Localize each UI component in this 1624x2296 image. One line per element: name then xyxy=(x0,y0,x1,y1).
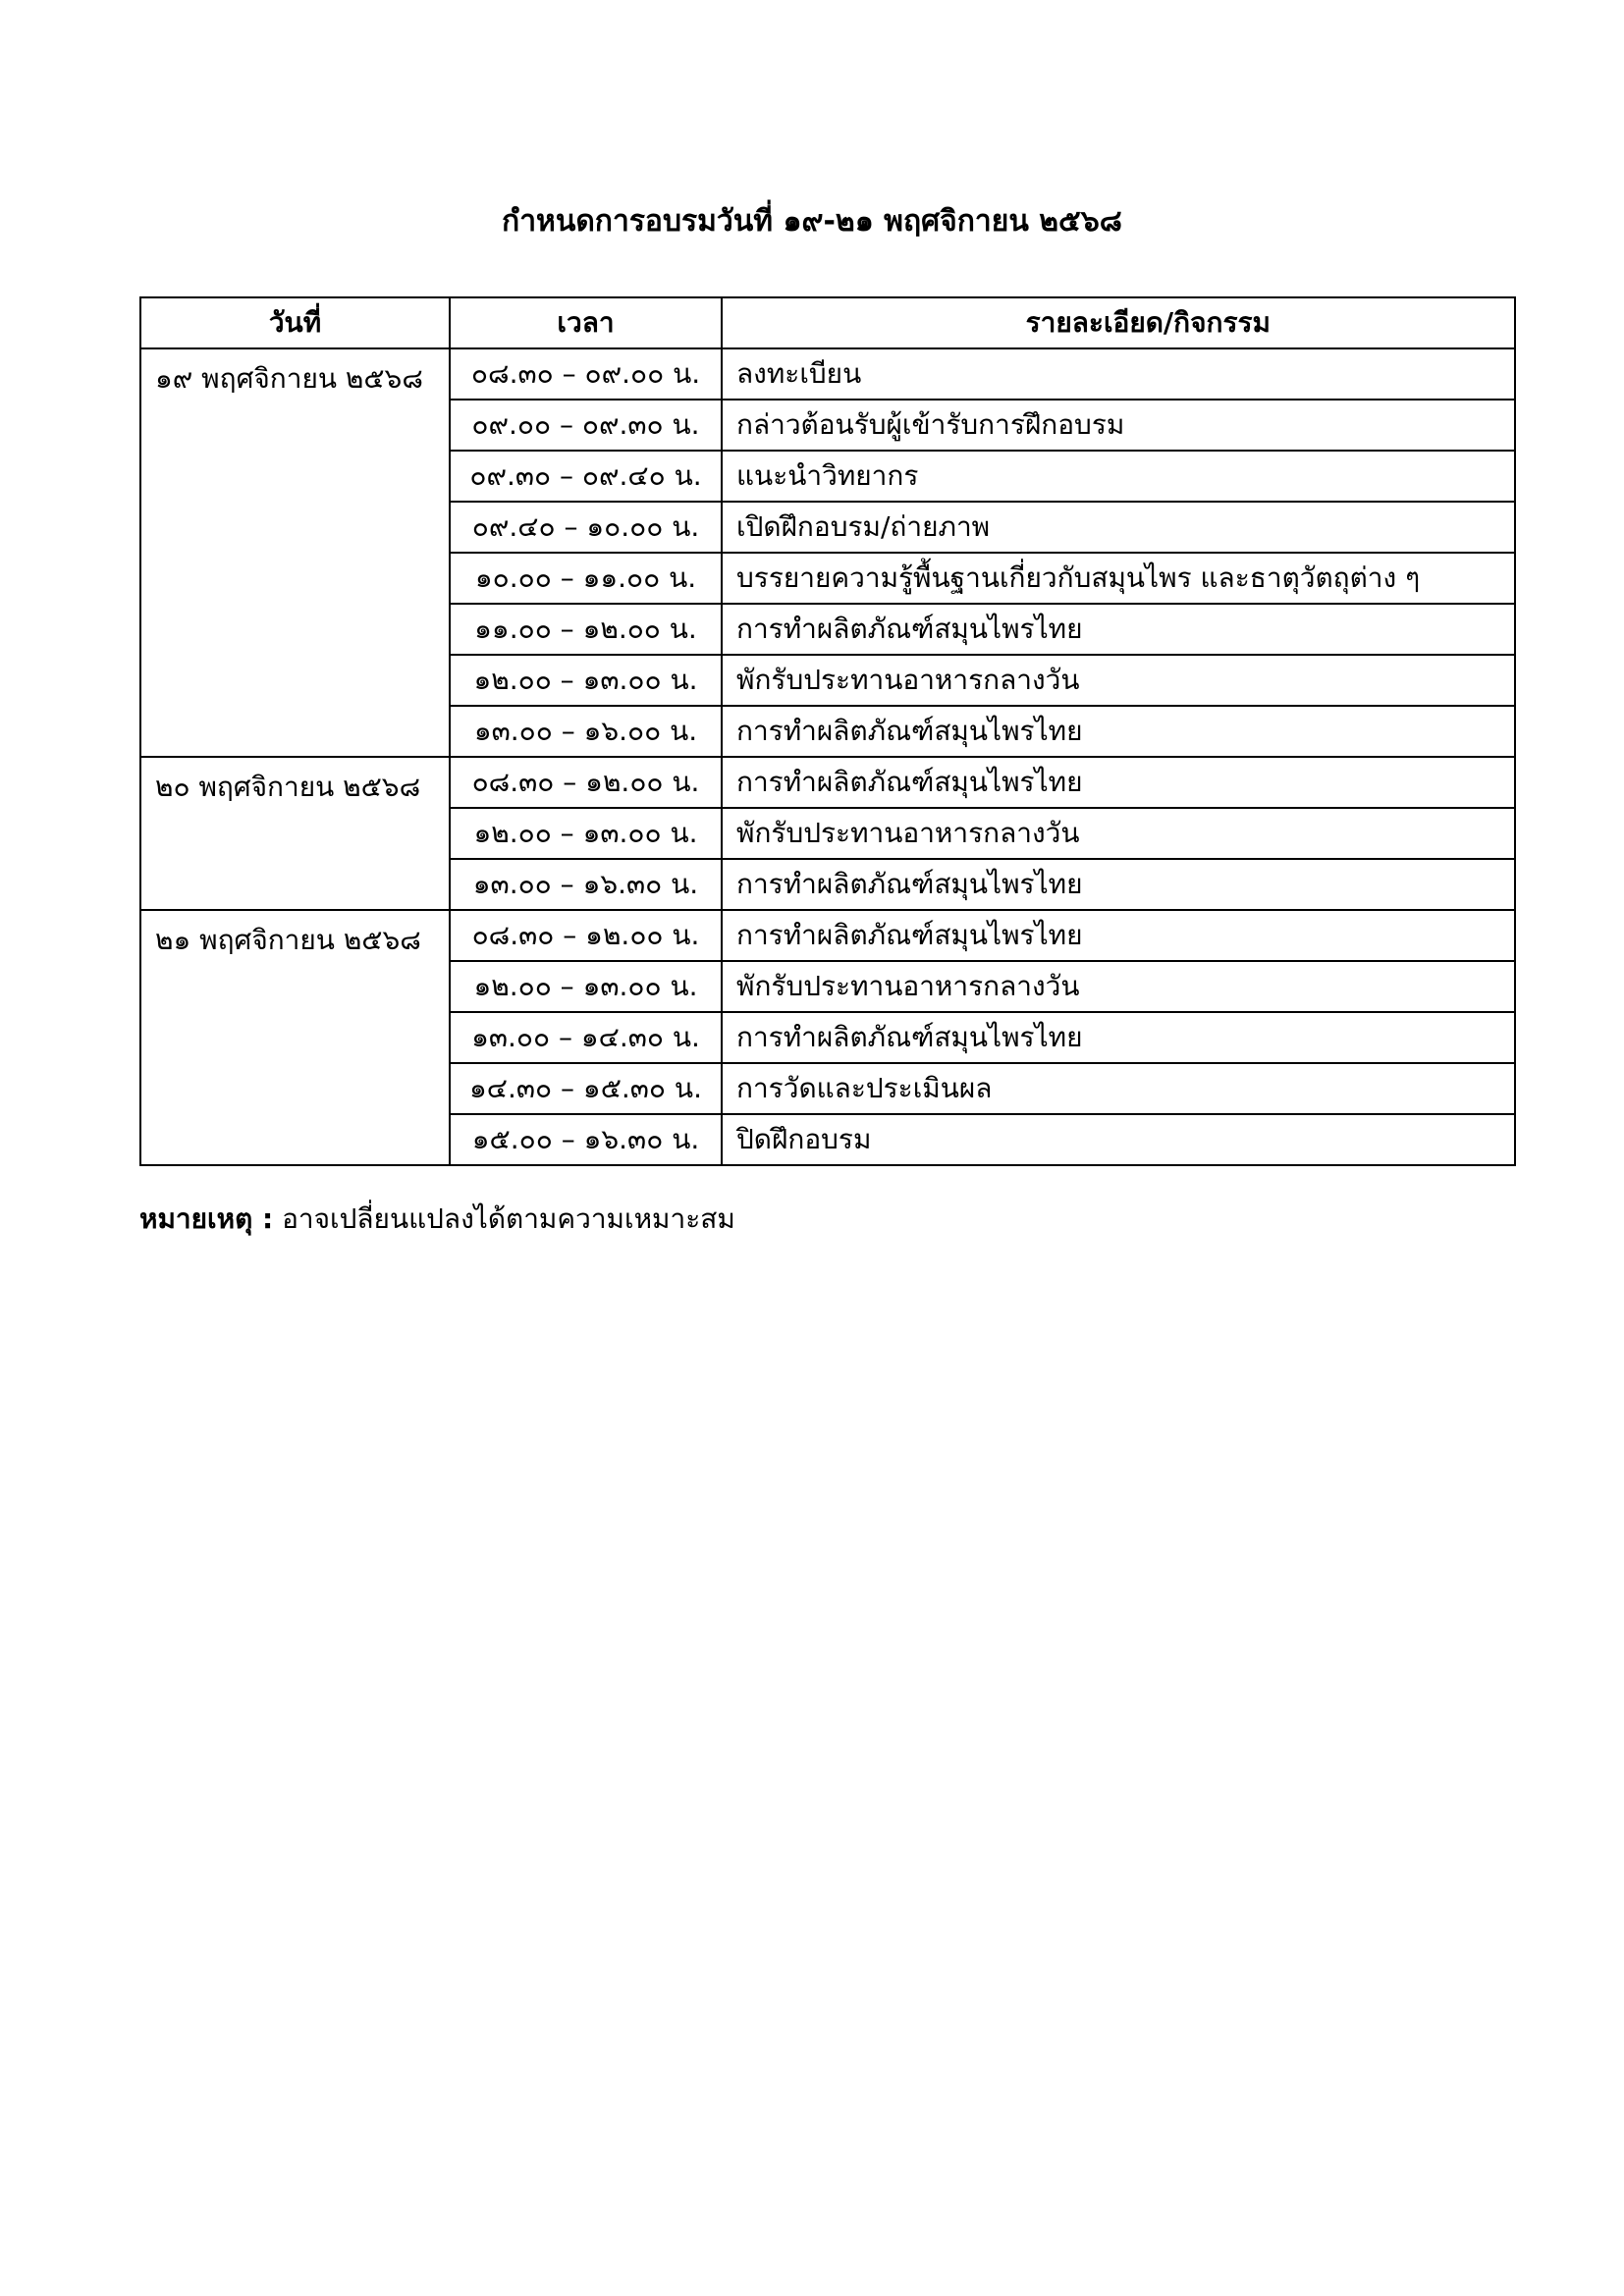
activity-cell: การทำผลิตภัณฑ์สมุนไพรไทย xyxy=(722,604,1515,655)
time-cell: ๐๘.๓๐ – ๑๒.๐๐ น. xyxy=(450,910,722,961)
time-cell: ๑๓.๐๐ – ๑๖.๓๐ น. xyxy=(450,859,722,910)
time-cell: ๑๓.๐๐ – ๑๖.๐๐ น. xyxy=(450,706,722,757)
time-cell: ๐๘.๓๐ – ๐๙.๐๐ น. xyxy=(450,348,722,400)
header-time: เวลา xyxy=(450,297,722,348)
activity-cell: พักรับประทานอาหารกลางวัน xyxy=(722,808,1515,859)
time-cell: ๑๐.๐๐ – ๑๑.๐๐ น. xyxy=(450,553,722,604)
time-cell: ๑๒.๐๐ – ๑๓.๐๐ น. xyxy=(450,808,722,859)
activity-cell: ลงทะเบียน xyxy=(722,348,1515,400)
table-header-row xyxy=(140,297,1515,348)
date-cell: ๒๑ พฤศจิกายน ๒๕๖๘ xyxy=(140,910,450,1165)
header-activity: รายละเอียด/กิจกรรม xyxy=(722,297,1515,348)
time-cell: ๐๙.๐๐ – ๐๙.๓๐ น. xyxy=(450,400,722,451)
time-cell: ๑๔.๓๐ – ๑๕.๓๐ น. xyxy=(450,1063,722,1114)
activity-cell: พักรับประทานอาหารกลางวัน xyxy=(722,655,1515,706)
activity-cell: กล่าวต้อนรับผู้เข้ารับการฝึกอบรม xyxy=(722,400,1515,451)
time-cell: ๑๕.๐๐ – ๑๖.๓๐ น. xyxy=(450,1114,722,1165)
table-row xyxy=(140,910,1515,961)
time-cell: ๐๙.๓๐ – ๐๙.๔๐ น. xyxy=(450,451,722,502)
table-row xyxy=(140,348,1515,400)
activity-cell: การทำผลิตภัณฑ์สมุนไพรไทย xyxy=(722,1012,1515,1063)
time-cell: ๑๒.๐๐ – ๑๓.๐๐ น. xyxy=(450,655,722,706)
activity-cell: การทำผลิตภัณฑ์สมุนไพรไทย xyxy=(722,910,1515,961)
time-cell: ๐๘.๓๐ – ๑๒.๐๐ น. xyxy=(450,757,722,808)
schedule-table xyxy=(139,296,1516,1166)
activity-cell: แนะนำวิทยากร xyxy=(722,451,1515,502)
date-cell: ๒๐ พฤศจิกายน ๒๕๖๘ xyxy=(140,757,450,910)
time-cell: ๑๓.๐๐ – ๑๔.๓๐ น. xyxy=(450,1012,722,1063)
time-cell: ๑๑.๐๐ – ๑๒.๐๐ น. xyxy=(450,604,722,655)
activity-cell: เปิดฝึกอบรม/ถ่ายภาพ xyxy=(722,502,1515,553)
note xyxy=(139,1200,735,1239)
note-text: อาจเปลี่ยนแปลงได้ตามความเหมาะสม xyxy=(282,1202,735,1235)
activity-cell: การทำผลิตภัณฑ์สมุนไพรไทย xyxy=(722,757,1515,808)
time-cell: ๑๒.๐๐ – ๑๓.๐๐ น. xyxy=(450,961,722,1012)
date-cell: ๑๙ พฤศจิกายน ๒๕๖๘ xyxy=(140,348,450,757)
activity-cell: ปิดฝึกอบรม xyxy=(722,1114,1515,1165)
activity-cell: การทำผลิตภัณฑ์สมุนไพรไทย xyxy=(722,859,1515,910)
activity-cell: การวัดและประเมินผล xyxy=(722,1063,1515,1114)
activity-cell: บรรยายความรู้พื้นฐานเกี่ยวกับสมุนไพร และธาตุวัตถุต่าง ๆ xyxy=(722,553,1515,604)
time-cell: ๐๙.๔๐ – ๑๐.๐๐ น. xyxy=(450,502,722,553)
table-row xyxy=(140,757,1515,808)
header-date: วันที่ xyxy=(140,297,450,348)
page-title: กำหนดการอบรมวันที่ ๑๙-๒๑ พฤศจิกายน ๒๕๖๘ xyxy=(502,204,1122,239)
activity-cell: พักรับประทานอาหารกลางวัน xyxy=(722,961,1515,1012)
note-label: หมายเหตุ : xyxy=(139,1202,274,1235)
activity-cell: การทำผลิตภัณฑ์สมุนไพรไทย xyxy=(722,706,1515,757)
